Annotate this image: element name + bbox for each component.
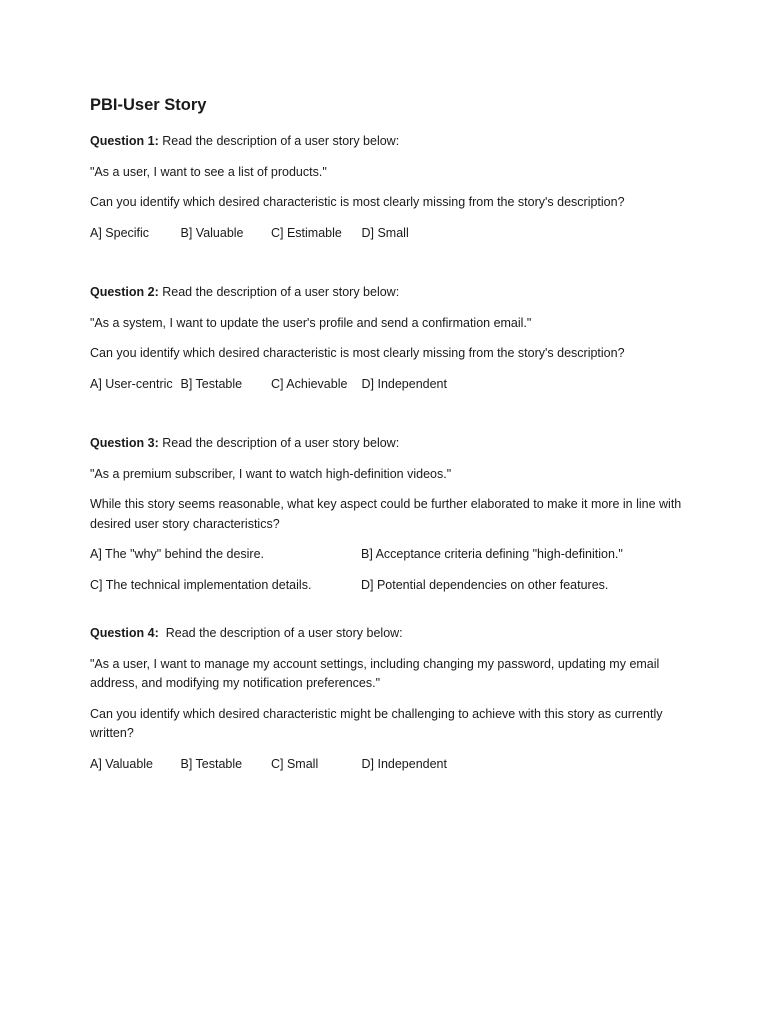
question-intro bbox=[90, 624, 690, 644]
question-prompt: Can you identify which desired characteristic is most clearly missing from the story's description? bbox=[90, 346, 625, 360]
option-b: B] Testable bbox=[180, 376, 243, 391]
answer-options bbox=[90, 375, 690, 395]
user-story-quote: "As a user, I want to manage my account settings, including changing my password, updating my email address, and modifying my notification preferences." bbox=[90, 656, 660, 690]
question-intro-text: Read the description of a user story below: bbox=[158, 285, 400, 299]
answer-options bbox=[90, 224, 690, 244]
question-intro-text: Read the description of a user story below: bbox=[158, 436, 400, 450]
option-c: C] Small bbox=[271, 756, 319, 771]
question-label: Question 2: bbox=[90, 285, 159, 299]
question-intro-text: Read the description of a user story below: bbox=[158, 626, 403, 640]
option-a: A] The "why" behind the desire. bbox=[90, 547, 265, 561]
question-3 bbox=[90, 434, 690, 595]
option-d: D] Independent bbox=[361, 376, 447, 391]
option-b: B] Valuable bbox=[180, 225, 244, 240]
option-b: B] Acceptance criteria defining "high-definition." bbox=[361, 547, 623, 561]
option-b: B] Testable bbox=[180, 756, 243, 771]
option-a: A] Valuable bbox=[90, 756, 154, 771]
question-4 bbox=[90, 624, 690, 774]
user-story-quote: "As a user, I want to see a list of products." bbox=[90, 164, 327, 179]
page-title: PBI-User Story bbox=[90, 96, 207, 114]
question-1 bbox=[90, 132, 690, 243]
question-label: Question 3: bbox=[90, 436, 159, 450]
question-intro bbox=[90, 132, 690, 152]
document-page bbox=[90, 94, 690, 814]
question-label: Question 1: bbox=[90, 134, 159, 148]
option-d: D] Potential dependencies on other features. bbox=[361, 577, 609, 592]
question-prompt: While this story seems reasonable, what key aspect could be further elaborated to make it more in line with desired user story characteristics? bbox=[90, 497, 682, 531]
option-d: D] Small bbox=[361, 225, 409, 240]
answer-options-row-2 bbox=[90, 576, 690, 596]
option-c: C] The technical implementation details. bbox=[90, 577, 312, 592]
answer-options bbox=[90, 755, 690, 775]
option-d: D] Independent bbox=[361, 756, 447, 771]
option-c: C] Achievable bbox=[271, 376, 348, 391]
user-story-quote: "As a premium subscriber, I want to watch high-definition videos." bbox=[90, 466, 452, 481]
user-story-quote: "As a system, I want to update the user's profile and send a confirmation email." bbox=[90, 315, 532, 330]
question-label: Question 4: bbox=[90, 626, 159, 640]
question-prompt: Can you identify which desired characteristic is most clearly missing from the story's description? bbox=[90, 195, 625, 209]
question-intro bbox=[90, 434, 690, 454]
question-intro bbox=[90, 283, 690, 303]
question-2 bbox=[90, 283, 690, 394]
answer-options-row-1 bbox=[90, 545, 690, 565]
option-c: C] Estimable bbox=[271, 225, 342, 240]
option-a: A] User-centric bbox=[90, 376, 173, 391]
option-a: A] Specific bbox=[90, 225, 150, 240]
question-prompt: Can you identify which desired characteristic might be challenging to achieve with this story as currently written? bbox=[90, 706, 663, 740]
question-intro-text: Read the description of a user story below: bbox=[158, 134, 400, 148]
